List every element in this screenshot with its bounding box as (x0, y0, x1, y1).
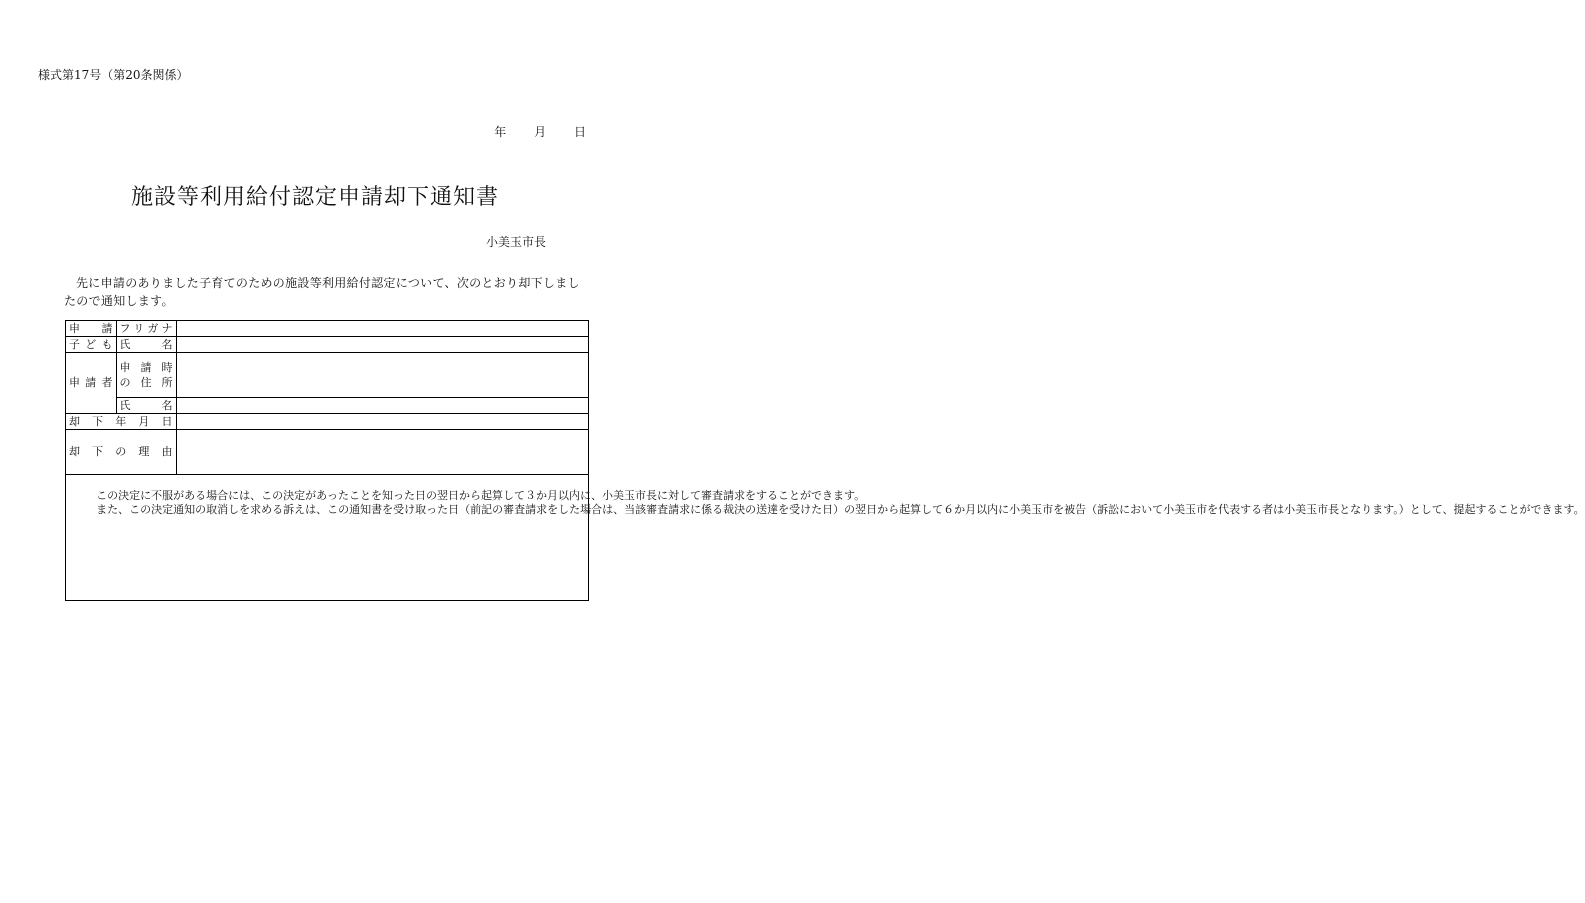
form-table (66, 321, 588, 475)
appeal-notice (66, 475, 1585, 517)
issuer-name: 小美玉市長 (485, 235, 546, 249)
table-row (66, 398, 588, 414)
address-label (116, 353, 176, 398)
child-name-label: 氏 名 (116, 337, 176, 353)
address-label-line-2: の 住 所 (119, 376, 173, 389)
form-box (65, 320, 1585, 601)
date-month: 月 (534, 125, 547, 139)
applicant-address-field[interactable] (176, 353, 588, 398)
child-furigana-field[interactable] (176, 321, 588, 337)
child-name-field[interactable] (176, 337, 588, 353)
form-number: 様式第17号（第20条関係） (38, 68, 189, 82)
applicant-label: 申請者 (66, 353, 116, 414)
address-label-line-1: 申 請 時 (119, 361, 173, 374)
appeal-notice-paragraph-1: この決定に不服がある場合には、この決定があったことを知った日の翌日から起算して３か月以内に、小美玉市長に対して審査請求をすることができます。 (96, 489, 866, 502)
child-label-bottom: 子ども (66, 337, 116, 353)
table-row (66, 321, 588, 337)
intro-text: 先に申請のありました子育てのための施設等利用給付認定について、次のとおり却下しましたので通知します。 (64, 276, 580, 308)
date-line (494, 123, 586, 140)
rejection-date-label: 却下年月日 (66, 414, 176, 430)
table-row (66, 430, 588, 475)
rejection-reason-field[interactable] (176, 430, 588, 475)
child-label-top: 申 請 (66, 321, 116, 337)
table-row (66, 414, 588, 430)
date-year: 年 (494, 125, 507, 139)
rejection-reason-label: 却下の理由 (66, 430, 176, 475)
document-title: 施設等利用給付認定申請却下通知書 (130, 185, 499, 210)
appeal-notice-paragraph-2: また、この決定通知の取消しを求める訴えは、この通知書を受け取った日（前記の審査請求をした場合は、当該審査請求に係る裁決の送達を受けた日）の翌日から起算して６か月以内に小美玉市を被告（訴訟において小美玉市を代表する者は小美玉市長となります。）として、提起することができます。 (96, 503, 1585, 516)
date-day: 日 (573, 125, 586, 139)
furigana-label: フリガナ (116, 321, 176, 337)
table-row (66, 337, 588, 353)
rejection-date-field[interactable] (176, 414, 588, 430)
applicant-name-label: 氏 名 (116, 398, 176, 414)
applicant-name-field[interactable] (176, 398, 588, 414)
table-row (66, 353, 588, 398)
